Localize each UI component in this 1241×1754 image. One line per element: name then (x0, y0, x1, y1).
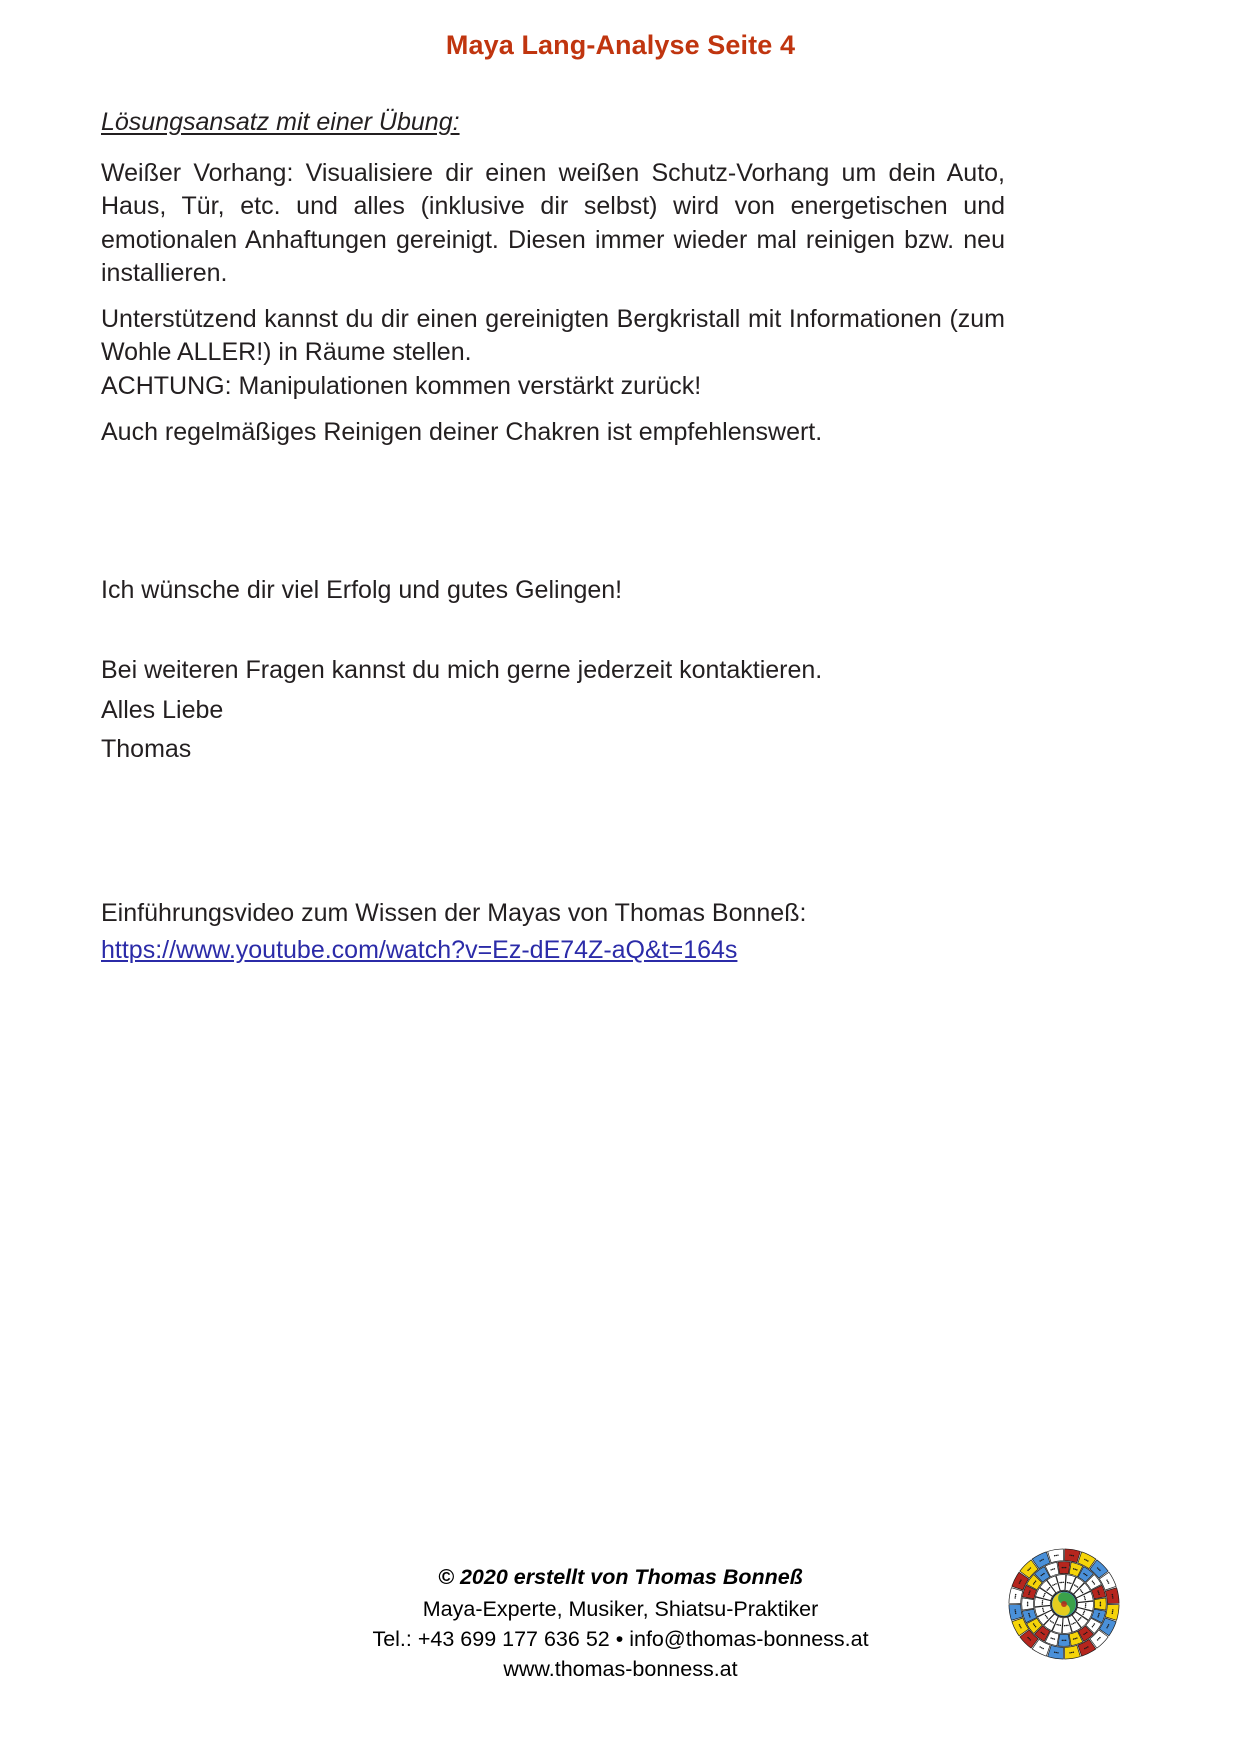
paragraph-rock-crystal: Unterstützend kannst du dir einen gereinigten Bergkristall mit Informationen (zum Wohle ALLER!) in Räume stellen. (101, 305, 1005, 367)
youtube-video-link[interactable]: https://www.youtube.com/watch?v=Ez-dE74Z-aQ&t=164s (101, 936, 738, 965)
vertical-spacer (101, 779, 1005, 897)
footer-website: www.thomas-bonness.at (503, 1656, 738, 1681)
section-heading: Lösungsansatz mit einer Übung: (101, 108, 460, 136)
document-body (101, 106, 1005, 968)
paragraph-chakra-cleaning: Auch regelmäßiges Reinigen deiner Chakren ist empfehlenswert. (101, 417, 823, 446)
footer-copyright: © 2020 erstellt von Thomas Bonneß (438, 1565, 803, 1589)
page-title: Maya Lang-Analyse Seite 4 (445, 30, 796, 60)
closing-wish: Ich wünsche dir viel Erfolg und gutes Gelingen! (101, 576, 623, 604)
vertical-spacer (101, 620, 1005, 654)
sign-off: Alles Liebe (101, 695, 224, 724)
paragraph-white-curtain: Weißer Vorhang: Visualisiere dir einen weißen Schutz-Vorhang um dein Auto, Haus, Tür, etc. und alles (inklusive dir selbst) wird von energetischen und emotionalen Anhaftungen gereinigt. Diesen immer wieder mal reinigen bzw. neu installieren. (101, 159, 1005, 287)
video-link-line (101, 934, 1005, 967)
footer-profession: Maya-Experte, Musiker, Shiatsu-Praktiker (422, 1596, 819, 1621)
signature-name: Thomas (101, 734, 192, 763)
maya-calendar-wheel-icon (1005, 1545, 1123, 1663)
paragraph-warning: ACHTUNG: Manipulationen kommen verstärkt zurück! (101, 371, 702, 400)
video-intro-text: Einführungsvideo zum Wissen der Mayas von Thomas Bonneß: (101, 899, 807, 927)
contact-invitation: Bei weiteren Fragen kannst du mich gerne jederzeit kontaktieren. (101, 656, 823, 685)
footer-contact: Tel.: +43 699 177 636 52 • info@thomas-bonness.at (372, 1626, 869, 1651)
vertical-spacer (101, 462, 1005, 574)
